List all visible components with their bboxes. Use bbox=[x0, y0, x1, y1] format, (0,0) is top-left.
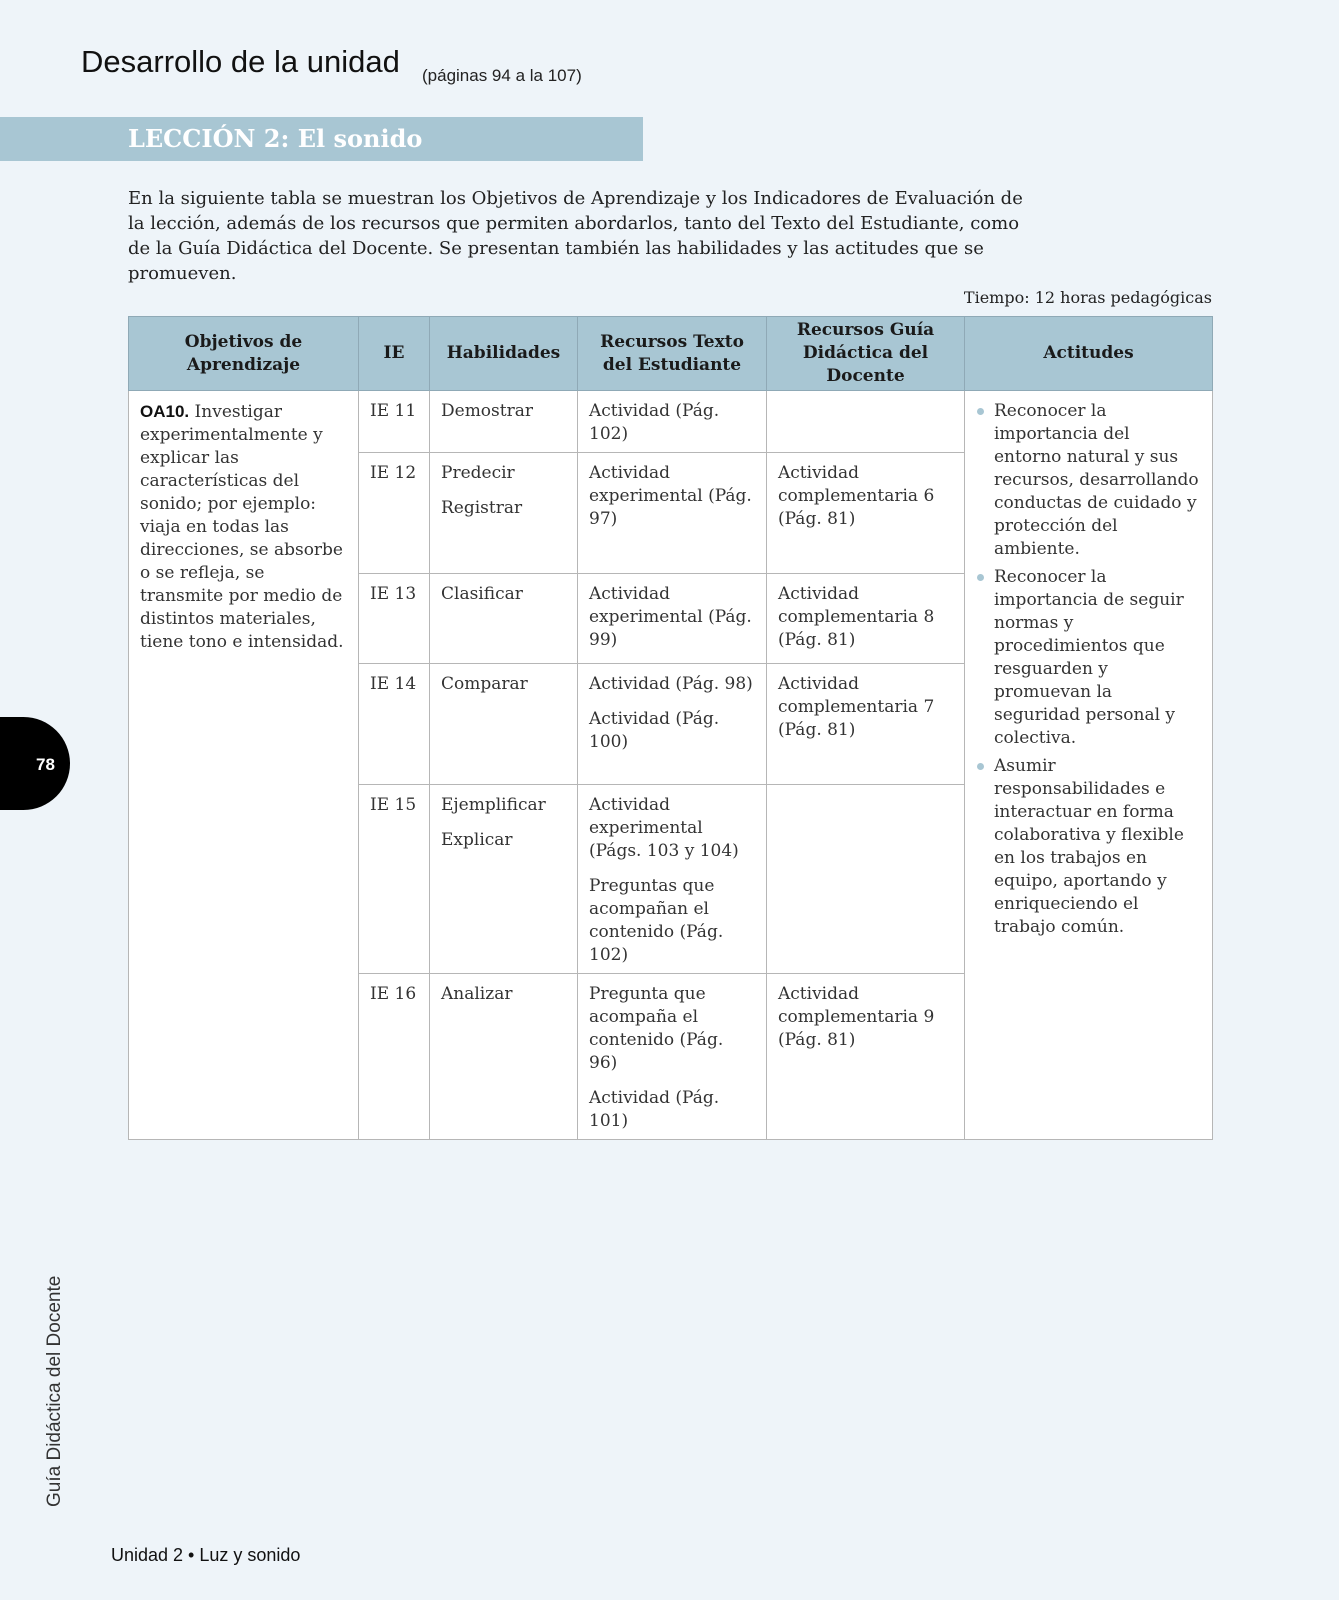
habilidad: Explicar bbox=[441, 830, 513, 850]
ie-cell: IE 13 bbox=[359, 574, 430, 664]
header-habilidades: Habilidades bbox=[430, 317, 578, 391]
list-item: Reconocer la importancia de seguir normas y procedimientos que resguarden y promuevan la seguridad personal y colectiva. bbox=[976, 566, 1201, 750]
texto-cell bbox=[578, 391, 767, 453]
habilidad: Comparar bbox=[441, 674, 528, 694]
lesson-table bbox=[128, 316, 1213, 1140]
actitudes-list bbox=[976, 400, 1201, 939]
oa-code: OA10. bbox=[140, 402, 190, 421]
guia-cell bbox=[767, 391, 965, 453]
recurso-texto: Actividad (Pág. 102) bbox=[589, 401, 720, 444]
habilidades-cell bbox=[430, 391, 578, 453]
guia-cell: Actividad complementaria 6 (Pág. 81) bbox=[767, 453, 965, 574]
habilidades-cell bbox=[430, 574, 578, 664]
table-row bbox=[129, 391, 1213, 453]
guia-cell: Actividad complementaria 7 (Pág. 81) bbox=[767, 664, 965, 785]
habilidad: Demostrar bbox=[441, 401, 533, 421]
recurso-texto: Actividad experimental (Págs. 103 y 104) bbox=[589, 795, 739, 861]
oa-cell bbox=[129, 391, 359, 1140]
lesson-title: LECCIÓN 2: El sonido bbox=[128, 124, 423, 153]
ie-cell: IE 11 bbox=[359, 391, 430, 453]
recurso-texto: Actividad experimental (Pág. 97) bbox=[589, 463, 752, 529]
page-title: Desarrollo de la unidad bbox=[81, 44, 400, 79]
time-note: Tiempo: 12 horas pedagógicas bbox=[963, 288, 1212, 307]
habilidades-cell bbox=[430, 453, 578, 574]
recurso-texto: Actividad (Pág. 98) bbox=[589, 674, 753, 694]
page-number-tab bbox=[0, 717, 70, 810]
habilidad: Registrar bbox=[441, 498, 523, 518]
side-label: Guía Didáctica del Docente bbox=[44, 1275, 65, 1507]
texto-cell bbox=[578, 974, 767, 1140]
bullet-icon bbox=[977, 574, 984, 581]
actitudes-cell bbox=[965, 391, 1213, 1140]
footer-unit: Unidad 2 • Luz y sonido bbox=[111, 1545, 301, 1565]
header-actitudes: Actitudes bbox=[965, 317, 1213, 391]
texto-cell bbox=[578, 785, 767, 974]
habilidades-cell bbox=[430, 785, 578, 974]
list-item: Asumir responsabilidades e interactuar en forma colaborativa y flexible en los trabajos en equipo, aportando y enriqueciendo el trabajo común. bbox=[976, 755, 1201, 939]
guia-cell bbox=[767, 785, 965, 974]
page-number: 78 bbox=[36, 755, 55, 774]
header-recursos-guia: Recursos Guía Didáctica del Docente bbox=[767, 317, 965, 391]
texto-cell bbox=[578, 453, 767, 574]
habilidad: Predecir bbox=[441, 463, 515, 483]
recurso-texto: Preguntas que acompañan el contenido (Pág. 102) bbox=[589, 876, 724, 965]
table-header-row bbox=[129, 317, 1213, 391]
recurso-texto: Actividad experimental (Pág. 99) bbox=[589, 584, 752, 650]
intro-paragraph: En la siguiente tabla se muestran los Objetivos de Aprendizaje y los Indicadores de Evaluación de la lección, además de los recursos que permiten abordarlos, tanto del Texto del Estudiante, como de la Guía Didáctica del Docente. Se presentan también las habilidades y las actitudes que se promueven. bbox=[128, 188, 1023, 284]
ie-cell: IE 15 bbox=[359, 785, 430, 974]
habilidades-cell bbox=[430, 664, 578, 785]
recurso-texto: Pregunta que acompaña el contenido (Pág. 96) bbox=[589, 984, 724, 1073]
page-range: (páginas 94 a la 107) bbox=[422, 66, 582, 85]
bullet-icon bbox=[977, 408, 984, 415]
habilidades-cell bbox=[430, 974, 578, 1140]
texto-cell bbox=[578, 664, 767, 785]
texto-cell bbox=[578, 574, 767, 664]
ie-cell: IE 14 bbox=[359, 664, 430, 785]
header-ie: IE bbox=[359, 317, 430, 391]
recurso-texto: Actividad (Pág. 100) bbox=[589, 709, 720, 752]
oa-text: Investigar experimentalmente y explicar las características del sonido; por ejemplo: viaja en todas las direcciones, se absorbe o se refleja, se transmite por medio de distintos materiales, tiene tono e intensidad. bbox=[140, 402, 344, 652]
ie-cell: IE 12 bbox=[359, 453, 430, 574]
guia-cell: Actividad complementaria 8 (Pág. 81) bbox=[767, 574, 965, 664]
header-objetivos: Objetivos de Aprendizaje bbox=[129, 317, 359, 391]
guia-cell: Actividad complementaria 9 (Pág. 81) bbox=[767, 974, 965, 1140]
header-recursos-texto: Recursos Texto del Estudiante bbox=[578, 317, 767, 391]
list-item: Reconocer la importancia del entorno natural y sus recursos, desarrollando conductas de cuidado y protección del ambiente. bbox=[976, 400, 1201, 561]
recurso-texto: Actividad (Pág. 101) bbox=[589, 1088, 720, 1131]
bullet-icon bbox=[977, 763, 984, 770]
habilidad: Analizar bbox=[441, 984, 513, 1004]
ie-cell: IE 16 bbox=[359, 974, 430, 1140]
habilidad: Clasificar bbox=[441, 584, 523, 604]
habilidad: Ejemplificar bbox=[441, 795, 546, 815]
